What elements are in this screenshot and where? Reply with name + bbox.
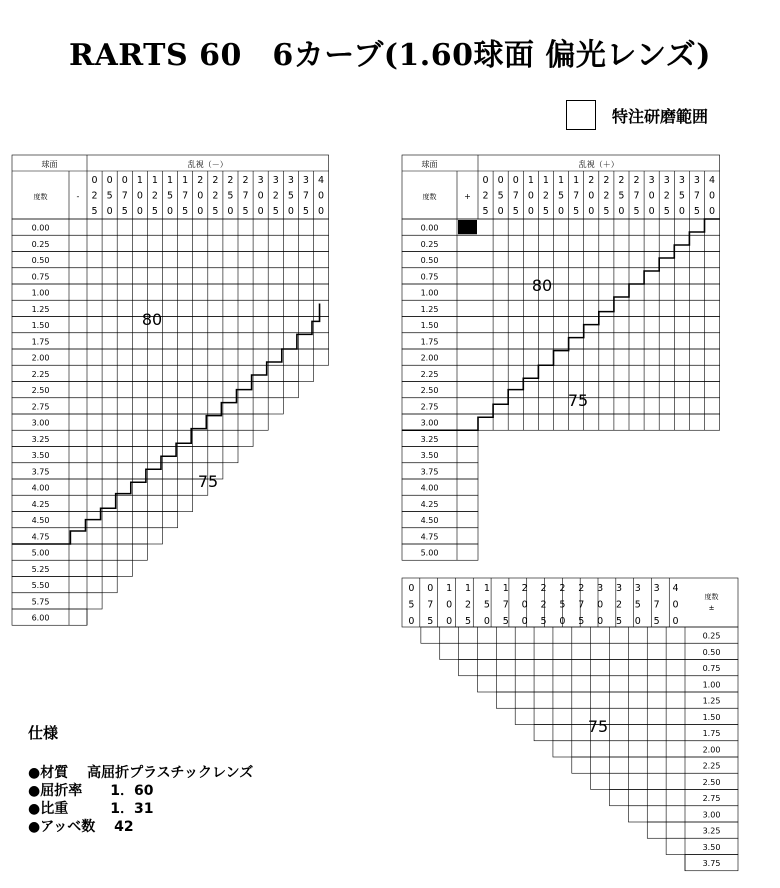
- spec-material: ●材質 高屈折プラスチックレンズ: [28, 765, 254, 781]
- cyl-col-digit: 2: [91, 190, 98, 202]
- cyl-col-digit-plus: 3: [663, 175, 670, 186]
- sphere-value-minus: 4.50: [31, 516, 50, 525]
- special-polish-legend-label: 特注研磨範囲: [612, 107, 709, 126]
- cyl-col-digit-plus: 5: [693, 206, 700, 217]
- cyl-col-digit: 3: [272, 175, 279, 186]
- cyl-col-digit: 0: [257, 190, 264, 202]
- cyl-col-digit-plus: 0: [588, 190, 595, 202]
- sphere-value-minus: 1.50: [31, 321, 50, 330]
- sphere-value-plus: 2.75: [420, 402, 439, 412]
- sphere-value-pm: 2.00: [702, 745, 721, 755]
- power-pm-header: ±: [708, 604, 715, 612]
- page-title: RARTS 60 6カーブ(1.60球面 偏光レンズ): [69, 38, 711, 73]
- cyl-col-digit: 7: [302, 190, 309, 202]
- cyl-col-digit: 2: [151, 190, 158, 202]
- sphere-value-plus: 0.25: [420, 239, 439, 249]
- sphere-value-minus: 1.25: [31, 304, 50, 314]
- cyl-col-digit-plus: 2: [588, 175, 595, 186]
- cyl-col-digit-plus: 2: [633, 175, 640, 186]
- cyl-col-digit-plus: 7: [573, 190, 580, 202]
- sphere-value-plus: 5.00: [420, 548, 439, 558]
- cyl-minus-header: 乱視（－）: [187, 160, 228, 169]
- sphere-value-plus: 3.00: [420, 418, 439, 428]
- pm-col-digit: 0: [446, 599, 453, 611]
- pm-col-digit: 5: [408, 599, 415, 611]
- pm-col-digit: 0: [446, 616, 453, 627]
- cyl-col-digit: 5: [91, 206, 98, 217]
- cyl-col-digit-plus: 5: [512, 206, 519, 217]
- pm-col-digit: 5: [502, 616, 509, 627]
- pm-col-digit: 0: [408, 583, 415, 594]
- cyl-col-digit: 0: [227, 206, 234, 217]
- pm-col-digit: 5: [559, 599, 566, 611]
- pm-col-digit: 1: [446, 583, 453, 594]
- pm-col-digit: 3: [597, 583, 604, 594]
- sphere-value-minus: 2.25: [31, 369, 50, 379]
- pm-col-digit: 2: [540, 583, 547, 594]
- cyl-plus-header: 乱視（＋）: [578, 160, 619, 169]
- pm-col-digit: 0: [559, 616, 566, 627]
- sphere-value-plus: 2.00: [420, 353, 439, 363]
- cyl-col-digit: 5: [227, 190, 234, 202]
- sphere-value-minus: 1.00: [31, 288, 50, 298]
- sphere-value-plus: 1.75: [420, 337, 439, 347]
- pm-col-digit: 7: [578, 599, 585, 611]
- cyl-col-digit-plus: 7: [633, 190, 640, 202]
- cyl-col-digit: 0: [197, 206, 204, 217]
- sphere-value-plus: 3.50: [420, 451, 439, 460]
- pm-col-digit: 3: [653, 583, 660, 594]
- sphere-value-minus: 4.75: [31, 532, 50, 542]
- cyl-col-digit-plus: 0: [709, 190, 716, 202]
- cyl-col-digit-plus: 0: [709, 206, 716, 217]
- cyl-col-digit: 5: [106, 190, 113, 202]
- cyl-col-digit: 5: [212, 206, 219, 217]
- cyl-col-digit-plus: 1: [558, 175, 565, 186]
- cyl-col-digit-plus: 0: [527, 190, 534, 202]
- sphere-value-plus: 4.25: [420, 499, 439, 509]
- sphere-value-pm: 1.50: [702, 712, 721, 722]
- sphere-value-minus: 4.00: [31, 483, 50, 493]
- cyl-col-digit-plus: 1: [573, 175, 580, 186]
- sphere-value-pm: 3.00: [702, 810, 721, 820]
- cyl-col-digit: 5: [302, 206, 309, 217]
- zone-75-label-minus: 75: [197, 472, 219, 491]
- sphere-value-minus: 6.00: [31, 613, 50, 623]
- pm-col-digit: 0: [597, 599, 604, 611]
- cyl-col-digit: 5: [151, 206, 158, 217]
- pm-col-digit: 2: [521, 583, 528, 594]
- cyl-col-digit-plus: 5: [663, 206, 670, 217]
- cyl-col-digit-plus: 5: [482, 206, 489, 217]
- spec-index: ●屈折率 1．60: [28, 783, 154, 799]
- cyl-col-digit: 2: [272, 190, 279, 202]
- cyl-col-digit: 2: [197, 175, 204, 186]
- pm-col-digit: 7: [427, 599, 434, 611]
- pm-col-digit: 7: [502, 599, 509, 611]
- sphere-value-plus: 3.25: [420, 434, 439, 444]
- sphere-value-plus: 1.25: [420, 304, 439, 314]
- sphere-value-pm: 1.75: [702, 729, 721, 738]
- cyl-col-digit: 5: [167, 190, 174, 202]
- cyl-col-digit-plus: 0: [618, 206, 625, 217]
- cyl-col-digit-plus: 2: [618, 175, 625, 186]
- cyl-col-digit: 0: [167, 206, 174, 217]
- cyl-col-digit: 7: [121, 190, 128, 202]
- pm-col-digit: 3: [615, 583, 622, 594]
- cyl-col-digit-plus: 1: [527, 175, 534, 186]
- cyl-col-digit-plus: 5: [573, 206, 580, 217]
- cyl-col-digit: 3: [287, 175, 294, 186]
- zone-75-label-pm: 75: [587, 717, 609, 736]
- pm-col-digit: 2: [615, 599, 622, 611]
- spec-gravity: ●比重 1．31: [28, 801, 154, 817]
- pm-col-digit: 2: [540, 599, 547, 611]
- cyl-col-digit-plus: 2: [663, 190, 670, 202]
- sphere-value-plus: 0.75: [420, 272, 439, 282]
- spec-abbe: ●アッベ数 42: [28, 819, 134, 835]
- cyl-col-digit-plus: 5: [497, 190, 504, 202]
- pm-col-digit: 7: [653, 599, 660, 611]
- cyl-col-digit-plus: 5: [678, 190, 685, 202]
- cyl-col-digit: 3: [302, 175, 309, 186]
- sphere-value-pm: 0.50: [702, 647, 721, 657]
- cyl-col-digit: 0: [136, 206, 143, 217]
- sphere-value-minus: 5.50: [31, 581, 50, 590]
- cyl-col-digit: 0: [91, 175, 98, 186]
- cyl-col-digit-plus: 0: [527, 206, 534, 217]
- pm-col-digit: 0: [483, 616, 490, 627]
- cyl-col-digit: 0: [318, 190, 325, 202]
- sphere-value-minus: 5.25: [31, 564, 50, 574]
- sphere-value-minus: 3.25: [31, 434, 50, 444]
- cyl-col-digit-plus: 1: [542, 175, 549, 186]
- cyl-col-digit-plus: 0: [497, 206, 504, 217]
- sphere-value-pm: 3.50: [702, 842, 721, 852]
- power-header: 度数: [33, 193, 48, 201]
- sphere-value-plus: 2.50: [420, 386, 439, 395]
- cyl-col-digit: 0: [257, 206, 264, 217]
- cyl-col-digit: 5: [272, 206, 279, 217]
- pm-col-digit: 5: [634, 599, 641, 611]
- cyl-col-digit-plus: 5: [558, 190, 565, 202]
- pm-col-digit: 0: [672, 616, 679, 627]
- sphere-header: 球面: [41, 160, 58, 169]
- sphere-value-pm: 1.25: [702, 696, 721, 706]
- sphere-value-pm: 3.25: [702, 826, 721, 836]
- zone-80-label-minus: 80: [141, 310, 163, 329]
- cyl-col-digit: 0: [318, 206, 325, 217]
- pm-col-digit: 0: [427, 583, 434, 594]
- cyl-col-digit-plus: 7: [693, 190, 700, 202]
- cyl-col-digit: 2: [242, 175, 249, 186]
- sphere-value-pm: 2.50: [702, 777, 721, 787]
- pm-col-digit: 0: [521, 599, 528, 611]
- cyl-col-digit: 0: [121, 175, 128, 186]
- sphere-value-minus: 3.75: [31, 467, 50, 477]
- cyl-col-digit-plus: 2: [603, 175, 610, 186]
- pm-col-digit: 2: [465, 599, 472, 611]
- cyl-col-digit-plus: 0: [482, 175, 489, 186]
- cyl-col-digit-plus: 2: [482, 190, 489, 202]
- pm-col-digit: 5: [465, 616, 472, 627]
- cyl-col-digit-plus: 2: [542, 190, 549, 202]
- sphere-value-plus: 1.00: [420, 288, 439, 298]
- cyl-col-digit-plus: 7: [512, 190, 519, 202]
- cyl-col-digit: 7: [182, 190, 189, 202]
- cyl-col-digit: 5: [121, 206, 128, 217]
- cyl-col-digit-plus: 0: [588, 206, 595, 217]
- cyl-col-digit: 1: [136, 175, 143, 186]
- sphere-value-pm: 0.75: [702, 664, 721, 673]
- cyl-col-digit: 1: [151, 175, 158, 186]
- sphere-value-minus: 1.75: [31, 337, 50, 347]
- cyl-col-digit: 2: [227, 175, 234, 186]
- cyl-col-digit: 2: [212, 190, 219, 202]
- sphere-value-pm: 2.75: [702, 794, 721, 803]
- cyl-col-digit: 1: [182, 175, 189, 186]
- cyl-col-digit-plus: 5: [542, 206, 549, 217]
- cyl-col-digit-plus: 3: [648, 175, 655, 186]
- power-pm-header: 度数: [704, 593, 719, 601]
- pm-col-digit: 5: [653, 616, 660, 627]
- cyl-col-digit: 0: [106, 206, 113, 217]
- cyl-col-digit-plus: 2: [603, 190, 610, 202]
- pm-col-digit: 5: [483, 599, 490, 611]
- pm-col-digit: 5: [427, 616, 434, 627]
- zone-75-label-plus: 75: [567, 391, 589, 410]
- sphere-value-minus: 4.25: [31, 499, 50, 509]
- cyl-col-digit-plus: 5: [633, 206, 640, 217]
- cyl-col-digit: 2: [212, 175, 219, 186]
- sphere-value-plus: 1.50: [420, 321, 439, 330]
- sphere-value-plus: 0.50: [420, 256, 439, 265]
- cyl-col-digit-plus: 5: [618, 190, 625, 202]
- plus-sign: +: [464, 192, 471, 201]
- sphere-value-minus: 5.75: [31, 597, 50, 607]
- cyl-col-digit-plus: 0: [558, 206, 565, 217]
- sphere-value-pm: 2.25: [702, 761, 721, 771]
- sphere-header-plus: 球面: [421, 160, 438, 169]
- cyl-col-digit: 4: [318, 175, 325, 186]
- sphere-value-pm: 1.00: [702, 680, 721, 690]
- cyl-col-digit-plus: 0: [512, 175, 519, 186]
- cyl-col-digit: 0: [106, 175, 113, 186]
- pm-col-digit: 1: [502, 583, 509, 594]
- cyl-col-digit-plus: 0: [678, 206, 685, 217]
- spec-title: 仕様: [28, 724, 59, 742]
- sphere-value-plus: 4.50: [420, 516, 439, 525]
- sphere-value-minus: 3.50: [31, 451, 50, 460]
- sphere-value-minus: 2.75: [31, 402, 50, 412]
- sphere-value-minus: 0.00: [31, 223, 50, 233]
- cyl-col-digit-plus: 3: [678, 175, 685, 186]
- pm-col-digit: 3: [634, 583, 641, 594]
- cyl-col-digit: 7: [242, 190, 249, 202]
- pm-col-digit: 5: [615, 616, 622, 627]
- sphere-value-minus: 2.00: [31, 353, 50, 363]
- cyl-col-digit-plus: 0: [648, 190, 655, 202]
- pm-col-digit: 0: [597, 616, 604, 627]
- sphere-value-plus: 3.75: [420, 467, 439, 477]
- cyl-col-digit-plus: 3: [693, 175, 700, 186]
- cyl-col-digit: 0: [197, 190, 204, 202]
- pm-col-digit: 1: [465, 583, 472, 594]
- cyl-col-digit-plus: 4: [709, 175, 716, 186]
- zone-80-label-plus: 80: [531, 276, 553, 295]
- cyl-col-digit-plus: 0: [497, 175, 504, 186]
- sphere-value-minus: 5.00: [31, 548, 50, 558]
- sphere-value-minus: 3.00: [31, 418, 50, 428]
- sphere-value-pm: 3.75: [702, 859, 721, 868]
- pm-col-digit: 0: [521, 616, 528, 627]
- pm-col-digit: 0: [672, 599, 679, 611]
- sphere-value-minus: 0.25: [31, 239, 50, 249]
- cyl-col-digit: 3: [257, 175, 264, 186]
- pm-col-digit: 0: [408, 616, 415, 627]
- cyl-col-digit: 0: [287, 206, 294, 217]
- power-header-plus: 度数: [422, 193, 437, 201]
- sphere-value-plus: 4.00: [420, 483, 439, 493]
- pm-col-digit: 5: [540, 616, 547, 627]
- cyl-col-digit: 1: [167, 175, 174, 186]
- cyl-col-digit: 5: [242, 206, 249, 217]
- sphere-value-plus: 2.25: [420, 369, 439, 379]
- pm-col-digit: 4: [672, 583, 679, 594]
- pm-col-digit: 2: [578, 583, 585, 594]
- pm-col-digit: 5: [578, 616, 585, 627]
- sphere-value-plus: 4.75: [420, 532, 439, 542]
- cyl-col-digit-plus: 5: [603, 206, 610, 217]
- sphere-value-pm: 0.25: [702, 631, 721, 641]
- pm-col-digit: 1: [483, 583, 490, 594]
- sphere-value-minus: 0.50: [31, 256, 50, 265]
- cyl-col-digit: 0: [136, 190, 143, 202]
- pm-col-digit: 2: [559, 583, 566, 594]
- pm-col-digit: 0: [634, 616, 641, 627]
- minus-sign: -: [76, 192, 80, 201]
- sphere-value-plus: 0.00: [420, 223, 439, 233]
- cyl-col-digit: 5: [182, 206, 189, 217]
- sphere-value-minus: 0.75: [31, 272, 50, 282]
- cyl-col-digit: 5: [287, 190, 294, 202]
- cyl-col-digit-plus: 0: [648, 206, 655, 217]
- sphere-value-minus: 2.50: [31, 386, 50, 395]
